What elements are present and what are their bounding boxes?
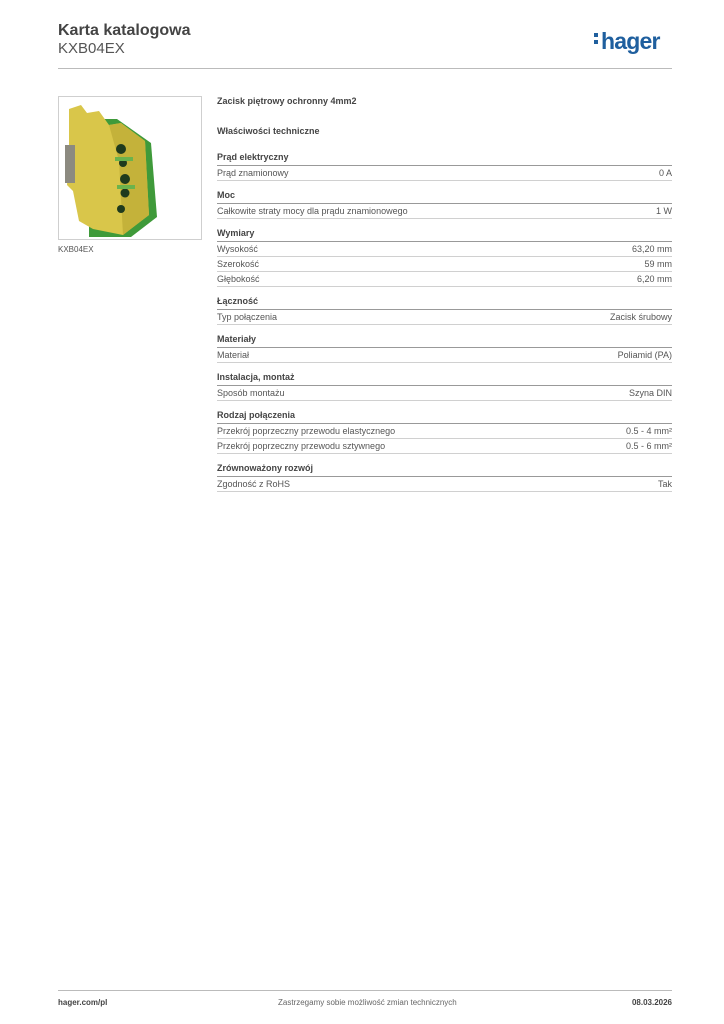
spec-row (217, 166, 672, 181)
spec-section-connection-type (217, 410, 672, 454)
spec-label: Przekrój poprzeczny przewodu sztywnego (217, 441, 386, 451)
tech-properties-heading: Właściwości techniczne (217, 126, 320, 136)
spec-row (217, 310, 672, 325)
spec-section-materials (217, 334, 672, 363)
spec-value: 59 mm (644, 259, 672, 269)
section-title: Rodzaj połączenia (217, 410, 672, 424)
spec-value: 0.5 - 6 mm² (625, 441, 672, 451)
hager-logo (594, 28, 660, 55)
section-title: Prąd elektryczny (217, 152, 672, 166)
spec-value: 63,20 mm (631, 244, 672, 254)
logo-dots-icon (594, 30, 599, 47)
spec-section-power (217, 190, 672, 219)
spec-label: Zgodność z RoHS (217, 479, 291, 489)
logo-text: hager (601, 28, 660, 54)
footer-date: 08.03.2026 (631, 998, 672, 1007)
footer-divider (58, 990, 672, 991)
spec-value: Zacisk śrubowy (609, 312, 672, 322)
spec-row (217, 477, 672, 492)
product-code: KXB04EX (58, 40, 125, 57)
spec-label: Głębokość (217, 274, 260, 284)
header-divider (58, 68, 672, 69)
spec-row (217, 424, 672, 439)
spec-section-sustainability (217, 463, 672, 492)
spec-label: Prąd znamionowy (217, 168, 289, 178)
terminal-block-photo-icon (59, 97, 201, 239)
spec-value: 0.5 - 4 mm² (625, 426, 672, 436)
document-title: Karta katalogowa (58, 22, 191, 39)
photo-caption: KXB04EX (58, 245, 94, 254)
spec-value: 6,20 mm (636, 274, 672, 284)
spec-label: Typ połączenia (217, 312, 278, 322)
product-photo (58, 96, 202, 240)
spec-row (217, 348, 672, 363)
spec-section-current (217, 152, 672, 181)
spec-value: Szyna DIN (628, 388, 672, 398)
spec-section-installation (217, 372, 672, 401)
spec-row (217, 272, 672, 287)
footer-disclaimer: Zastrzegamy sobie możliwość zmian technicznych (278, 998, 457, 1007)
spec-label: Wysokość (217, 244, 258, 254)
spec-section-connectivity (217, 296, 672, 325)
spec-row (217, 257, 672, 272)
section-title: Wymiary (217, 228, 672, 242)
section-title: Instalacja, montaż (217, 372, 672, 386)
section-title: Łączność (217, 296, 672, 310)
spec-label: Szerokość (217, 259, 260, 269)
spec-label: Materiał (217, 350, 250, 360)
spec-section-dimensions (217, 228, 672, 287)
section-title: Materiały (217, 334, 672, 348)
spec-label: Sposób montażu (217, 388, 285, 398)
spec-value: Poliamid (PA) (617, 350, 672, 360)
product-description: Zacisk piętrowy ochronny 4mm2 (217, 96, 357, 106)
spec-value: 1 W (655, 206, 672, 216)
spec-row (217, 386, 672, 401)
spec-content (217, 96, 672, 501)
footer-site-link[interactable]: hager.com/pl (58, 998, 108, 1007)
spec-label: Całkowite straty mocy dla prądu znamionowego (217, 206, 408, 216)
spec-label: Przekrój poprzeczny przewodu elastycznego (217, 426, 396, 436)
section-title: Zrównoważony rozwój (217, 463, 672, 477)
section-title: Moc (217, 190, 672, 204)
spec-row (217, 439, 672, 454)
spec-value: 0 A (658, 168, 672, 178)
spec-value: Tak (657, 479, 672, 489)
spec-row (217, 204, 672, 219)
spec-row (217, 242, 672, 257)
